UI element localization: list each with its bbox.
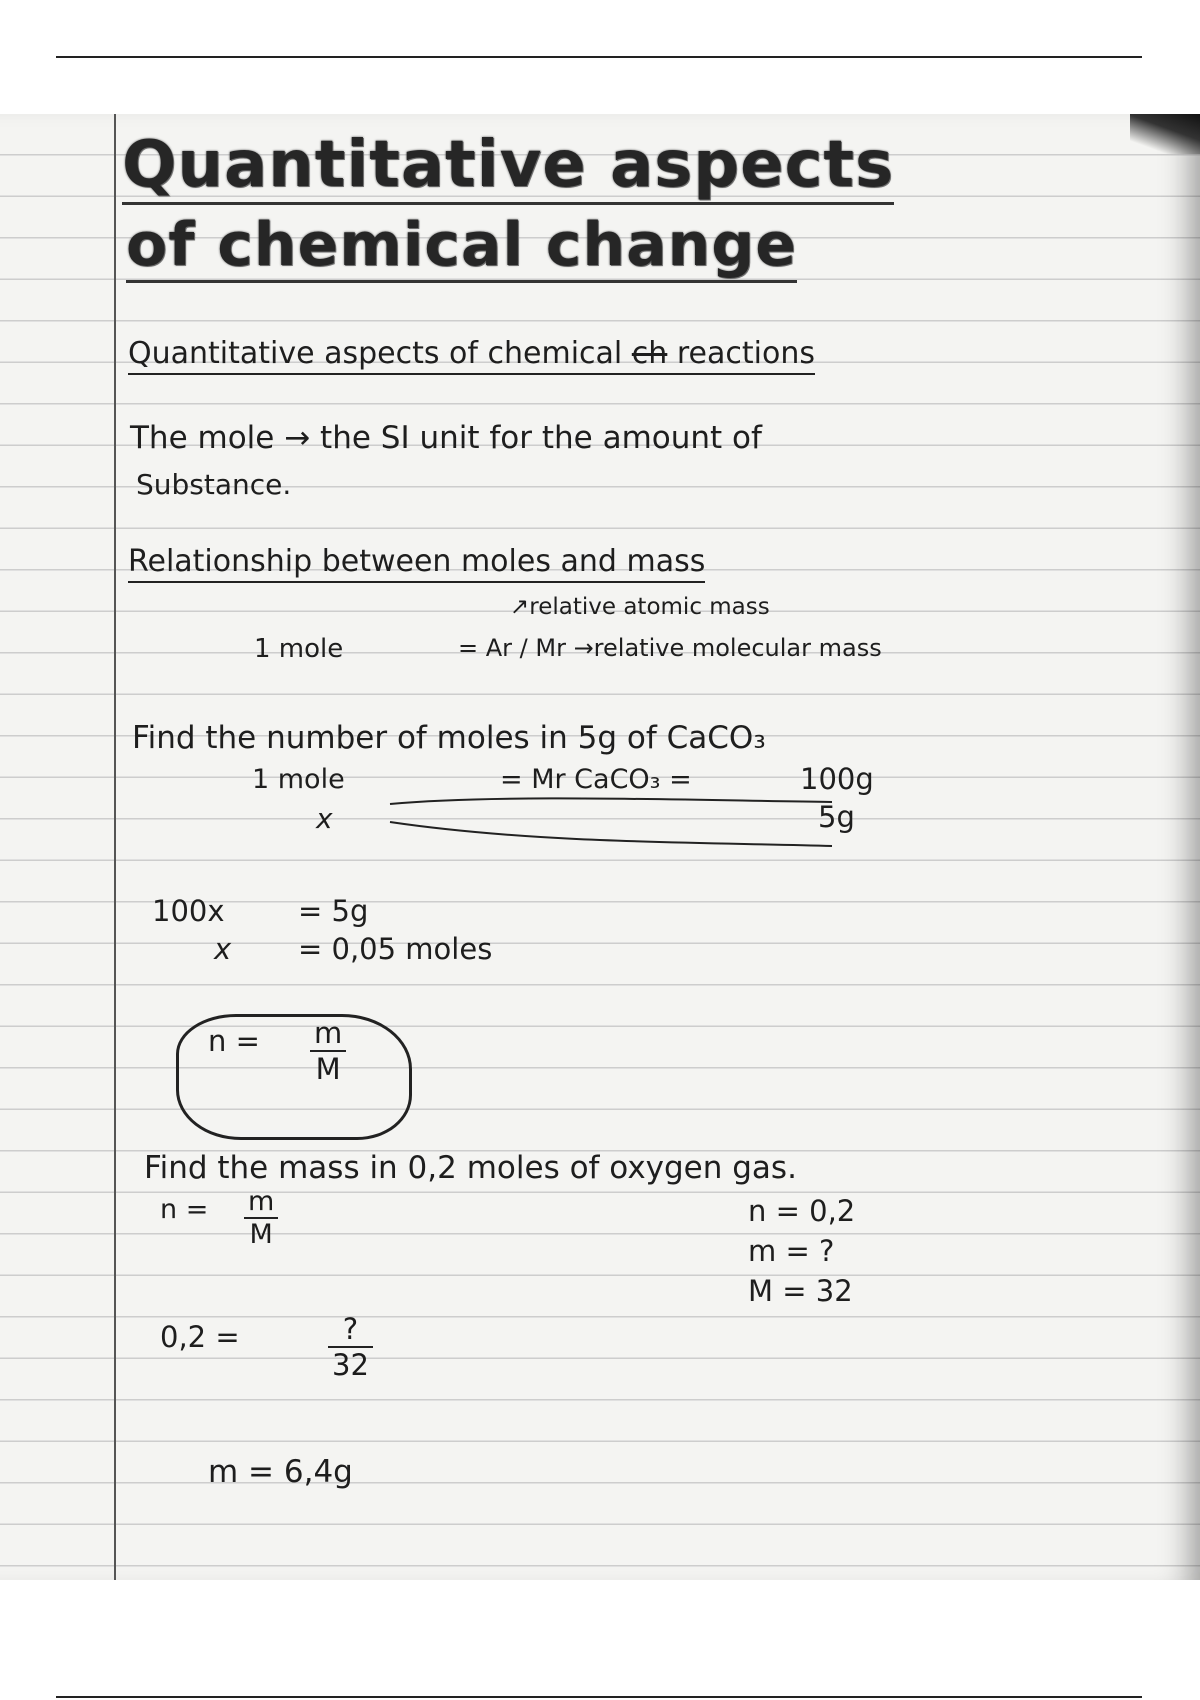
given-m: m = ? [748, 1234, 835, 1268]
margin-line [114, 114, 116, 1580]
example1-question: Find the number of moles in 5g of CaCO₃ [132, 720, 766, 756]
example2-formula-denominator: M [249, 1219, 273, 1250]
example2-question: Find the mass in 0,2 moles of oxygen gas. [144, 1150, 797, 1186]
page-corner-shadow [1130, 114, 1200, 154]
substitution-fraction [328, 1312, 373, 1382]
example2-formula-lhs: n = [160, 1194, 209, 1225]
formula-denominator: M [315, 1052, 341, 1086]
substitution-lhs: 0,2 = [160, 1320, 240, 1354]
mole-definition-line1: The mole → the SI unit for the amount of [130, 420, 762, 456]
example1-row1-lhs: 1 mole [252, 764, 345, 795]
substitution-denominator: 32 [332, 1348, 369, 1382]
mole-definition-line2: Substance. [136, 468, 292, 501]
relationship-rhs: = Ar / Mr →relative molecular mass [458, 634, 882, 662]
given-M: M = 32 [748, 1274, 853, 1308]
relationship-lhs: 1 mole [254, 634, 344, 664]
page-title-line2: of chemical change [126, 210, 797, 283]
calc2-lhs: x [214, 932, 232, 966]
example1-row2-lhs: x [316, 802, 333, 835]
formula-numerator: m [310, 1016, 346, 1052]
cross-multiply-line [380, 792, 840, 852]
heading-reactions-suffix: reactions [676, 336, 815, 371]
page-bottom-rule [56, 1696, 1142, 1698]
given-n: n = 0,2 [748, 1194, 856, 1228]
heading-reactions-struck: ch [631, 336, 668, 371]
relationship-annotation: ↗relative atomic mass [510, 594, 770, 620]
example1-row1-mid: = Mr CaCO₃ = [500, 764, 692, 795]
calc1-rhs: = 5g [298, 894, 369, 928]
example2-formula-fraction [244, 1186, 278, 1250]
substitution-numerator: ? [328, 1312, 373, 1348]
example1-row1-value: 100g [800, 762, 874, 796]
calc1-lhs: 100x [152, 894, 225, 928]
example1-row2-value: 5g [818, 800, 855, 834]
heading-reactions-prefix: Quantitative aspects of chemical [128, 336, 623, 371]
calc2-rhs: = 0,05 moles [298, 932, 493, 966]
final-answer: m = 6,4g [208, 1454, 353, 1490]
page-top-rule [56, 56, 1142, 58]
notebook-page [0, 114, 1200, 1580]
example2-formula-numerator: m [244, 1186, 278, 1219]
heading-reactions [128, 336, 815, 375]
heading-relationship: Relationship between moles and mass [128, 544, 705, 583]
formula-fraction [310, 1016, 346, 1086]
formula-lhs: n = [208, 1024, 260, 1058]
page-title-line1: Quantitative aspects [122, 128, 894, 205]
